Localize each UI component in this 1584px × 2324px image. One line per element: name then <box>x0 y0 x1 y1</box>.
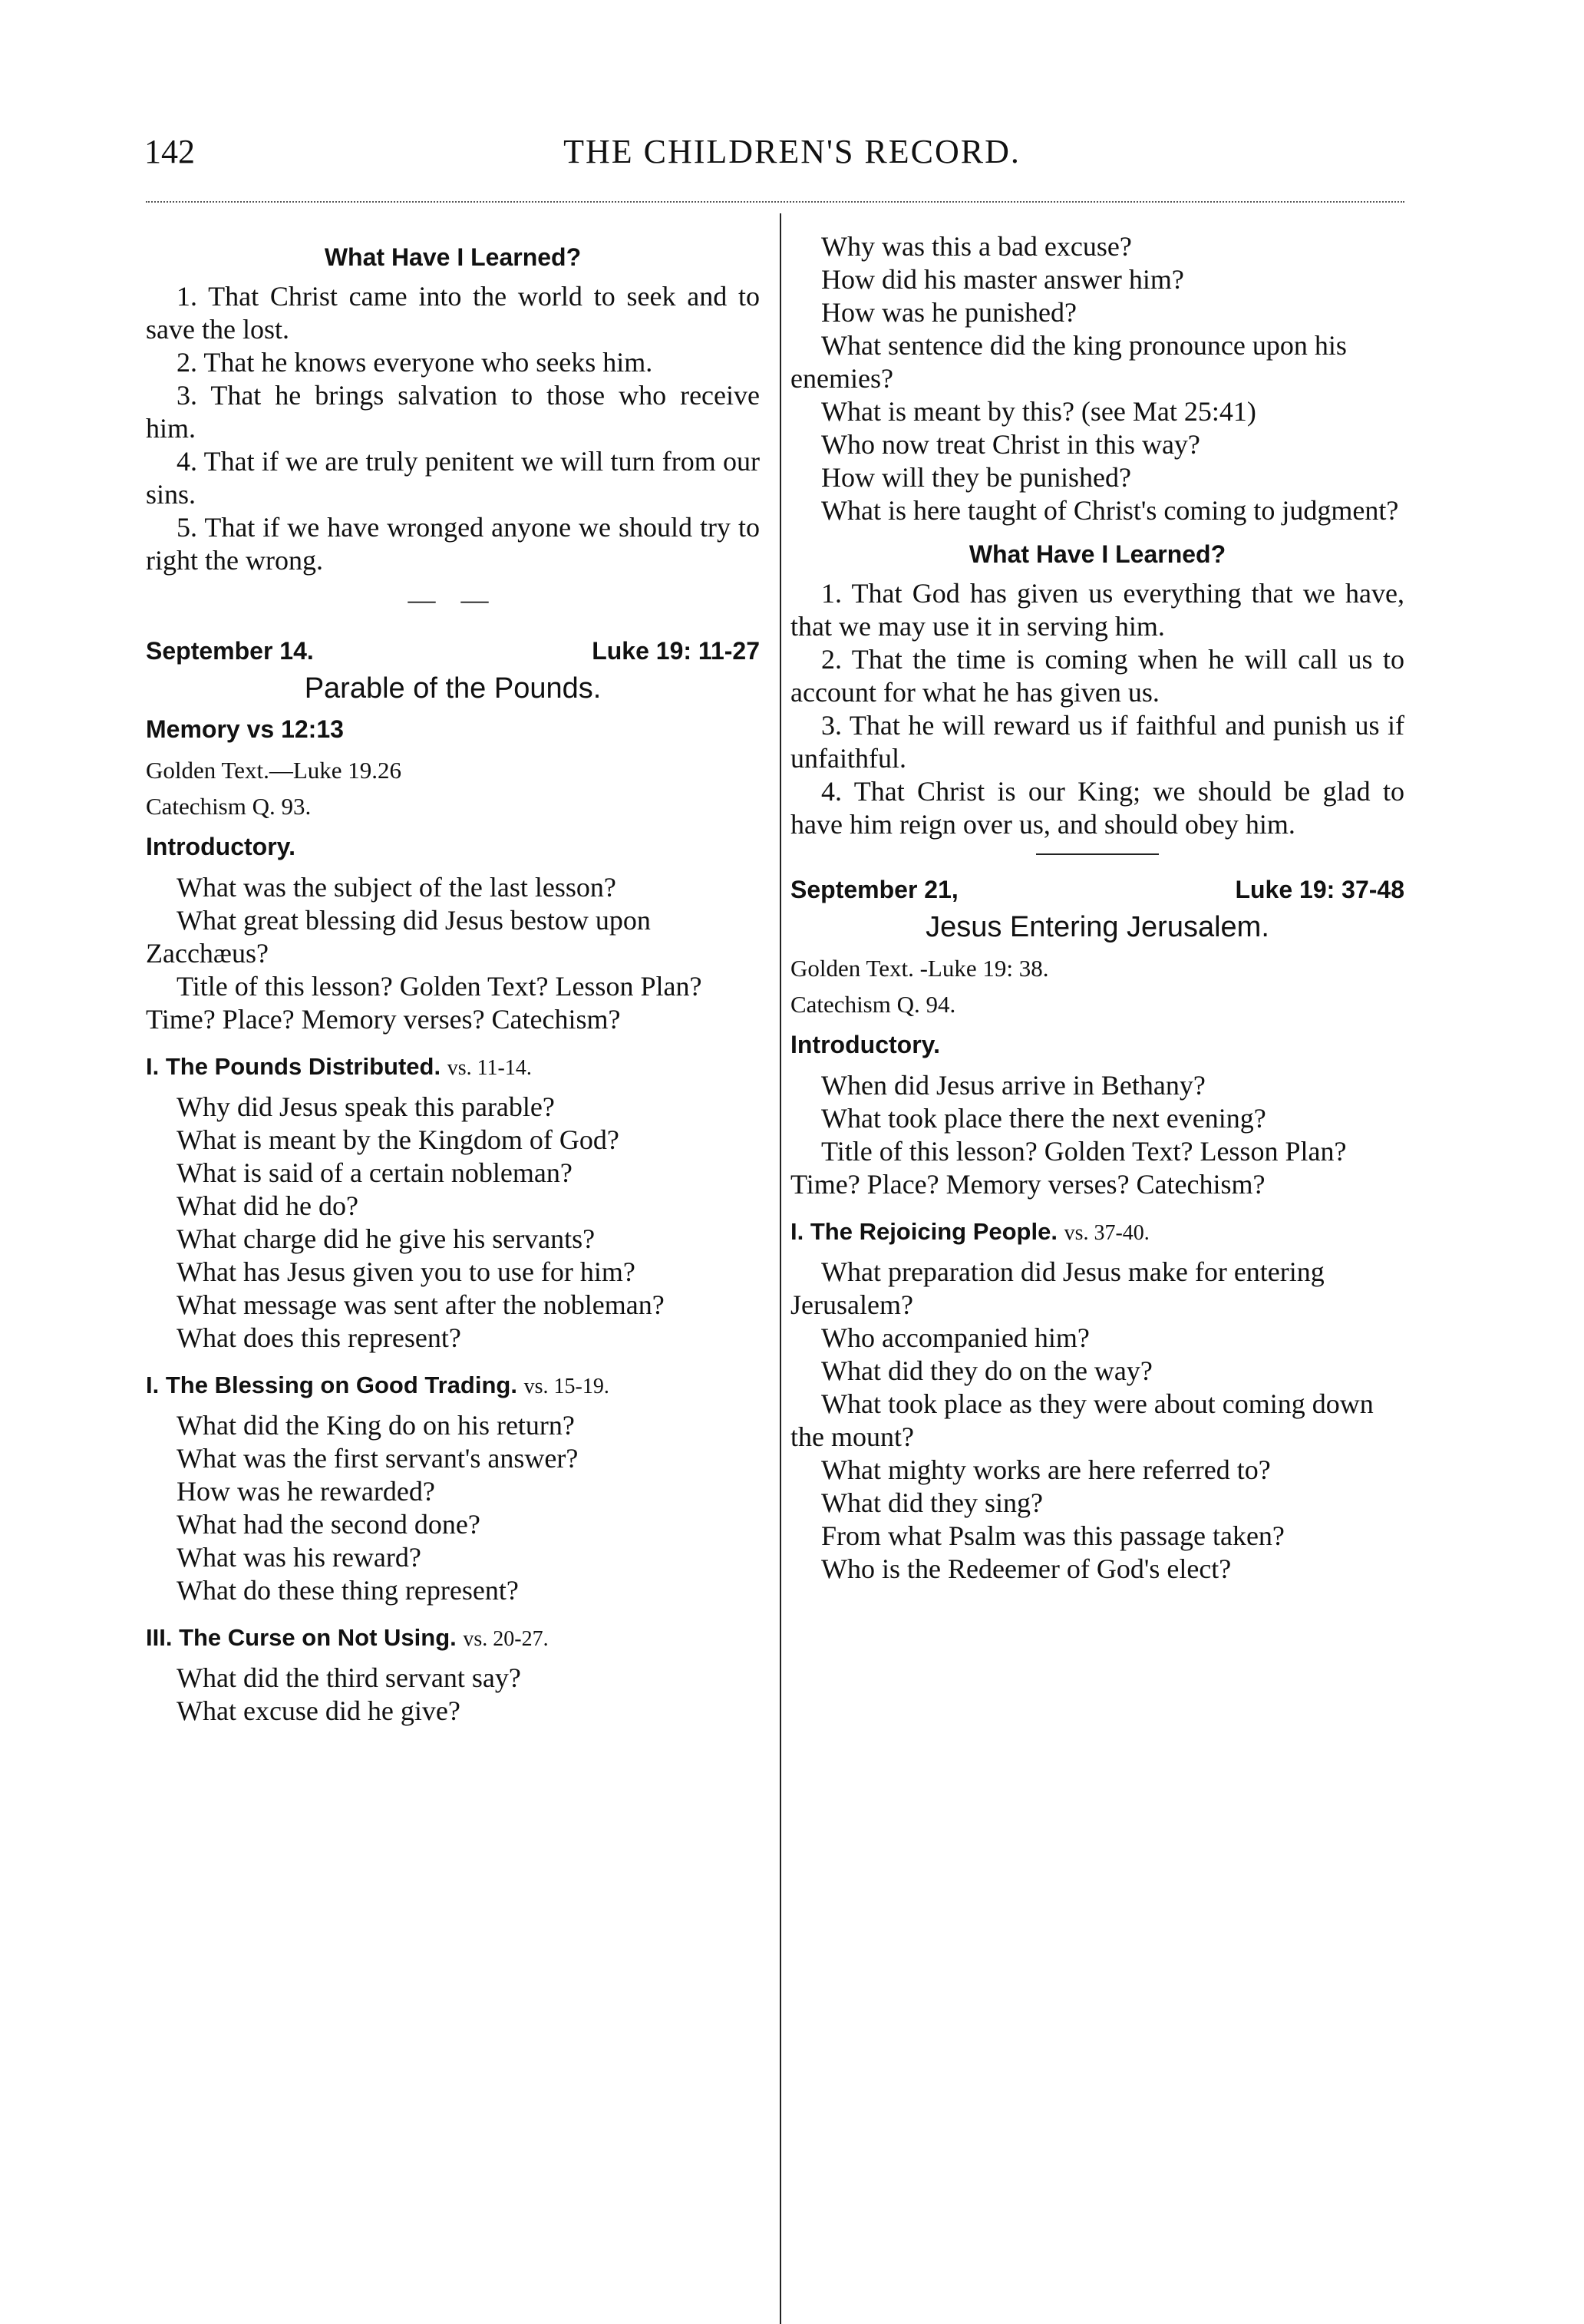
question: What do these thing represent? <box>177 1575 519 1606</box>
learned-item: 4. That if we are truly penitent we will turn from our sins. <box>146 446 760 510</box>
question: Who is the Redeemer of God's elect? <box>821 1553 1232 1584</box>
question: How was he rewarded? <box>177 1476 435 1507</box>
question: What did the third servant say? <box>177 1662 521 1693</box>
question: Who accompanied him? <box>821 1322 1090 1353</box>
question: What was the first servant's answer? <box>177 1443 579 1474</box>
question: What did they sing? <box>821 1487 1043 1518</box>
part-verses: vs. 20-27. <box>463 1627 549 1651</box>
learned-heading: What Have I Learned? <box>969 540 1226 568</box>
page-header <box>0 0 1584 200</box>
question: When did Jesus arrive in Bethany? <box>821 1070 1206 1101</box>
learned-item: 1. That God has given us everything that we have, that we may use it in serving him. <box>790 578 1404 642</box>
part-verses: vs. 11-14. <box>447 1056 532 1080</box>
part-heading <box>146 1050 760 1084</box>
part-verses: vs. 37-40. <box>1064 1221 1150 1245</box>
question: What is meant by this? (see Mat 25:41) <box>821 396 1256 427</box>
memory-verses: Memory vs 12:13 <box>146 715 344 743</box>
question: Title of this lesson? Golden Text? Lesson Plan? Time? Place? Memory verses? Catechism? <box>790 1136 1347 1200</box>
part-heading <box>790 1215 1404 1249</box>
lesson-title: Parable of the Pounds. <box>304 672 602 705</box>
lesson-date-line <box>146 635 760 668</box>
question: What took place there the next evening? <box>821 1103 1266 1134</box>
question: How did his master answer him? <box>821 264 1184 295</box>
question: What did they do on the way? <box>821 1355 1153 1386</box>
separator: — — <box>408 584 498 615</box>
learned-item: 3. That he will reward us if faithful and punish us if unfaithful. <box>790 710 1404 774</box>
part-heading <box>146 1621 760 1656</box>
golden-text: Golden Text.—Luke 19.26 <box>146 757 402 784</box>
lesson-reference: Luke 19: 11-27 <box>592 637 760 665</box>
question: Title of this lesson? Golden Text? Lesson Plan? Time? Place? Memory verses? Catechism? <box>146 971 702 1035</box>
question: What charge did he give his servants? <box>177 1223 596 1254</box>
question: What does this represent? <box>177 1322 461 1353</box>
part-title: I. The Blessing on Good Trading. <box>146 1372 517 1398</box>
part-title: I. The Pounds Distributed. <box>146 1053 441 1080</box>
question: What mighty works are here referred to? <box>821 1454 1271 1485</box>
part-verses: vs. 15-19. <box>523 1375 609 1398</box>
question: What was his reward? <box>177 1542 421 1573</box>
question: Who now treat Christ in this way? <box>821 429 1200 460</box>
question: From what Psalm was this passage taken? <box>821 1520 1285 1551</box>
question: Why did Jesus speak this parable? <box>177 1091 555 1122</box>
question: What took place as they were about coming down the mount? <box>790 1388 1374 1452</box>
question: What is meant by the Kingdom of God? <box>177 1124 619 1155</box>
learned-item: 4. That Christ is our King; we should be glad to have him reign over us, and should obey him. <box>790 776 1404 840</box>
part-title: III. The Curse on Not Using. <box>146 1624 457 1651</box>
lesson-title: Jesus Entering Jerusalem. <box>926 911 1269 943</box>
learned-item: 2. That the time is coming when he will call us to account for what he has given us. <box>790 644 1404 708</box>
question: What message was sent after the nobleman? <box>177 1289 665 1320</box>
running-title: THE CHILDREN'S RECORD. <box>563 133 1021 170</box>
question: How will they be punished? <box>821 462 1131 493</box>
golden-text: Golden Text. -Luke 19: 38. <box>790 955 1049 982</box>
question: What was the subject of the last lesson? <box>177 872 616 903</box>
question: What great blessing did Jesus bestow upon Zacchæus? <box>146 905 651 969</box>
lesson-date: September 21, <box>790 876 959 903</box>
lesson-date-line <box>790 873 1404 906</box>
learned-heading: What Have I Learned? <box>324 243 582 271</box>
right-column <box>790 230 1404 1586</box>
part-heading <box>146 1368 760 1403</box>
column-divider <box>780 213 781 2324</box>
question: Why was this a bad excuse? <box>821 231 1132 262</box>
question: What excuse did he give? <box>177 1695 460 1726</box>
question: What had the second done? <box>177 1509 480 1540</box>
catechism: Catechism Q. 94. <box>790 991 956 1018</box>
part-title: I. The Rejoicing People. <box>790 1218 1058 1245</box>
question: What has Jesus given you to use for him? <box>177 1256 635 1287</box>
question: How was he punished? <box>821 297 1077 328</box>
learned-item: 3. That he brings salvation to those who receive him. <box>146 380 760 444</box>
lesson-date: September 14. <box>146 637 314 665</box>
left-column <box>146 230 760 1728</box>
question: What preparation did Jesus make for entering Jerusalem? <box>790 1256 1325 1320</box>
catechism: Catechism Q. 93. <box>146 793 312 820</box>
introductory-heading: Introductory. <box>790 1031 940 1058</box>
header-rule <box>146 201 1404 203</box>
question: What is here taught of Christ's coming to judgment? <box>821 495 1399 526</box>
learned-item: 2. That he knows everyone who seeks him. <box>177 347 653 378</box>
question: What did he do? <box>177 1190 358 1221</box>
learned-item: 1. That Christ came into the world to seek and to save the lost. <box>146 281 760 345</box>
lesson-reference: Luke 19: 37-48 <box>1235 876 1404 903</box>
short-rule <box>1036 853 1159 855</box>
question: What did the King do on his return? <box>177 1410 575 1441</box>
page-number: 142 <box>144 133 195 170</box>
introductory-heading: Introductory. <box>146 833 295 860</box>
question: What sentence did the king pronounce upon his enemies? <box>790 330 1347 394</box>
learned-item: 5. That if we have wronged anyone we should try to right the wrong. <box>146 512 760 576</box>
question: What is said of a certain nobleman? <box>177 1157 573 1188</box>
